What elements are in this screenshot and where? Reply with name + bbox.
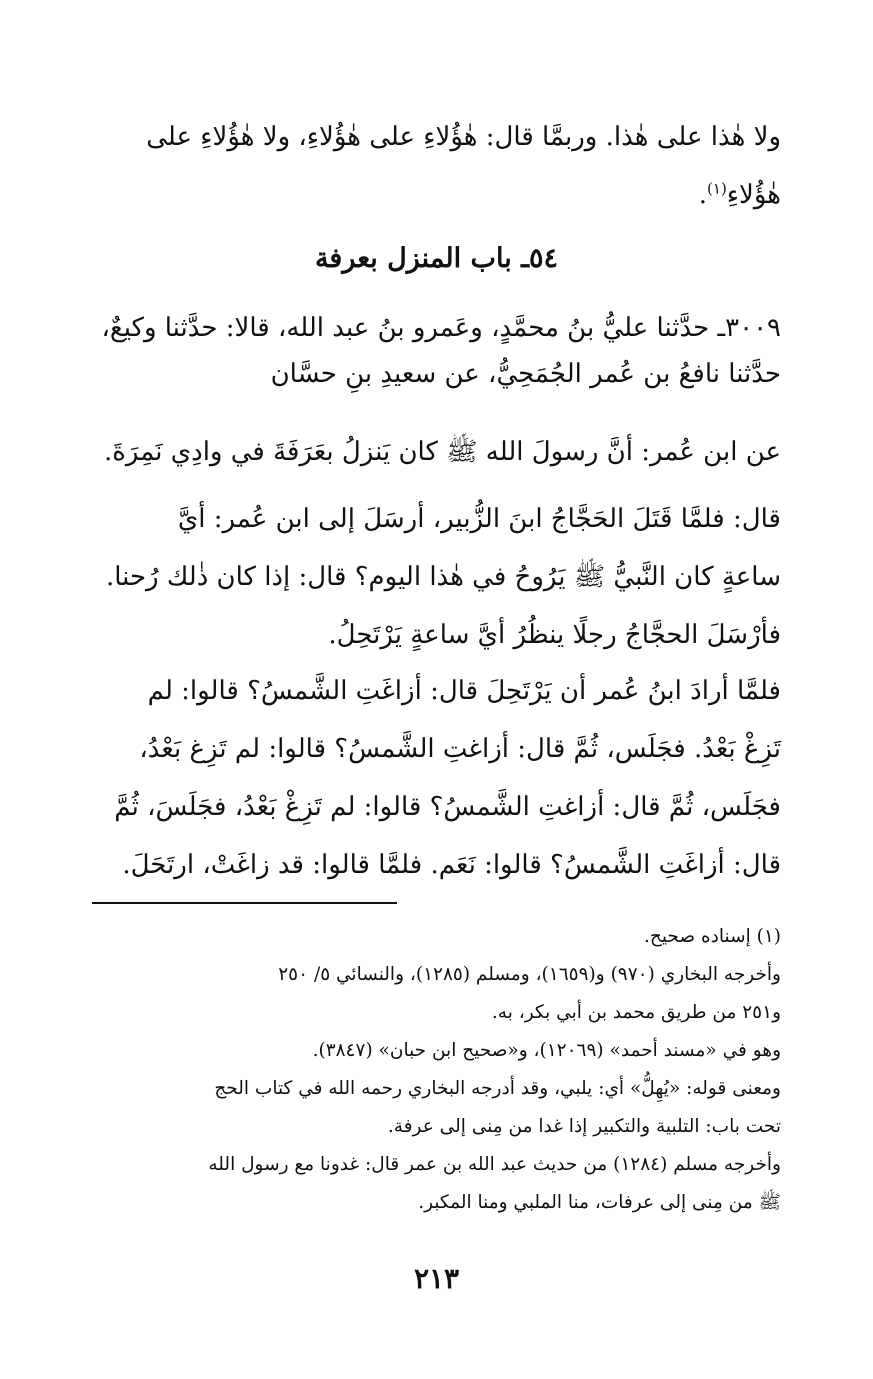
text-line: تَزِغْ بَعْدُ. فجَلَس، ثُمَّ قال: أزاغتِ الشَّمسُ؟ قالوا: لم تَزِغ بَعْدُ، [139,734,781,764]
text-line: فلمَّا أرادَ ابنُ عُمر أن يَرْتَحِلَ قال: أزاغَتِ الشَّمسُ؟ قالوا: لم [147,676,781,706]
footnote-line: وأخرجه البخاري (٩٧٠) و(١٦٥٩)، ومسلم (١٢٨٥)، والنسائي ٥/ ٢٥٠ [278,964,781,985]
text-line: فجَلَس، ثُمَّ قال: أزاغتِ الشَّمسُ؟ قالوا: لم تَزِغْ بَعْدُ، فجَلَسَ، ثُمَّ [114,792,781,822]
footnote-line: ومعنى قوله: «يُهِلُّ» أي: يلبي، وقد أدرجه البخاري رحمه الله في كتاب الحج [214,1078,781,1099]
text-fragment: . [698,180,708,210]
text-line: قال: أزاغَتِ الشَّمسُ؟ قالوا: نَعَم. فلمَّا قالوا: قد زاغَتْ، ارتَحَلَ. [122,850,781,880]
hadith-paragraph [92,662,781,894]
page-number: ٢١٣ [413,1262,460,1295]
footnote-line: (١) إسناده صحيح. [644,926,781,947]
text-fragment: هٰؤُلاءِ [726,180,781,210]
text-line: عن ابن عُمر: أنَّ رسولَ الله ﷺ كان يَنزلُ بعَرَفَةَ في وادِي نَمِرَةَ. [104,437,781,467]
text-line: فأرْسَلَ الحجَّاجُ رجلًا ينظُرُ أيَّ ساعةٍ يَرْتَحِلُ. [328,620,781,650]
hadith-matn [92,423,781,481]
text-line: ولا هٰذا على هٰذا. وربمَّا قال: هٰؤُلاءِ على هٰؤُلاءِ، ولا هٰؤُلاءِ على [146,122,781,152]
footnote-line: وأخرجه مسلم (١٢٨٤) من حديث عبد الله بن عمر قال: غدونا مع رسول الله [208,1154,781,1175]
footnotes [92,918,781,1222]
footnote-line: تحت باب: التلبية والتكبير إذا غدا من مِنى إلى عرفة. [387,1116,781,1137]
footnote-line: ﷺ من مِنى إلى عرفات، منا الملبي ومنا المكبر. [418,1192,781,1213]
text-line [92,166,781,224]
text-line: حدَّثنا نافعُ بن عُمر الجُمَحِيُّ، عن سعيدِ بنِ حسَّان [270,359,781,389]
footnote-line: وهو في «مسند أحمد» (١٢٠٦٩)، و«صحيح ابن حبان» (٣٨٤٧). [312,1040,781,1061]
footnote-line: و٢٥١ من طريق محمد بن أبي بكر، به. [491,1002,781,1023]
hadith-paragraph [92,490,781,664]
chapter-title: ٥٤ـ باب المنزل بعرفة [314,243,559,274]
text-line: قال: فلمَّا قَتَلَ الحَجَّاجُ ابنَ الزُّبير، أرسَلَ إلى ابن عُمر: أيَّ [177,504,781,534]
text-line: ساعةٍ كان النَّبيُّ ﷺ يَرُوحُ في هٰذا اليوم؟ قال: إذا كان ذٰلك رُحنا. [105,562,781,592]
footnote-divider [92,902,397,904]
continuation-paragraph [92,108,781,224]
footnote-reference: (١) [707,179,727,198]
text-line: ٣٠٠٩ـ حدَّثنا عليُّ بنُ محمَّدٍ، وعَمرو بنُ عبد الله، قالا: حدَّثنا وكيعٌ، [101,313,781,343]
hadith-isnad [92,305,781,397]
